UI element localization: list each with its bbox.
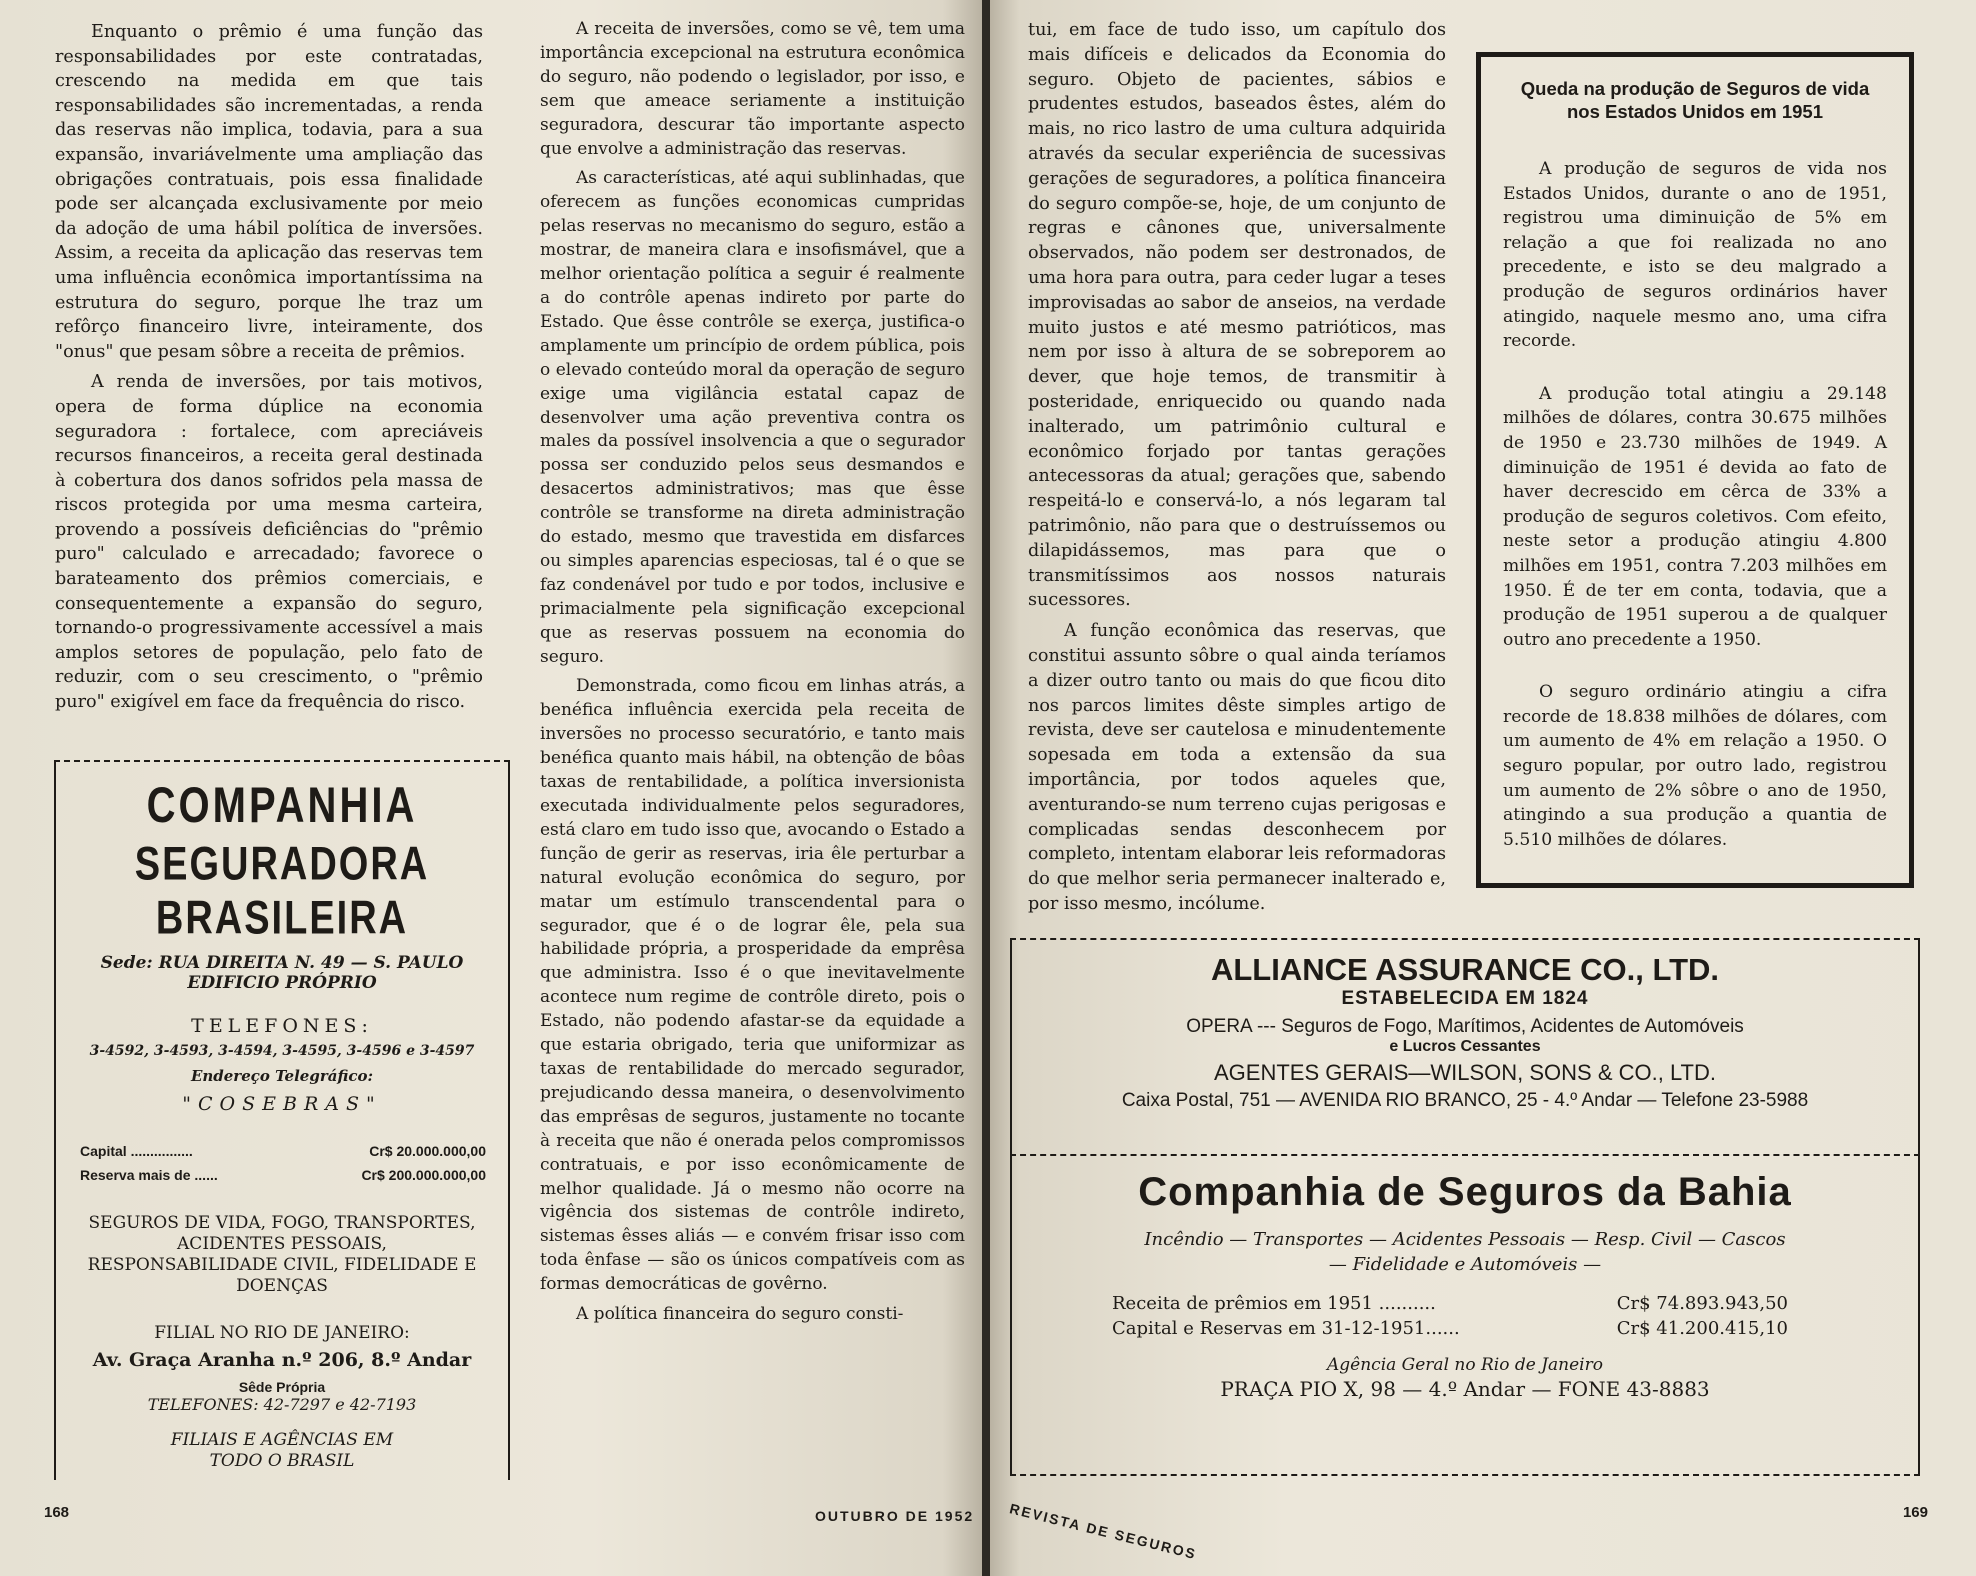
page-number-left: 168 [44,1504,70,1521]
ad-sede-propria: Sêde Própria [238,1379,326,1395]
paragraph: A receita de inversões, como se vê, tem uma importância excepcional na estrutura econômica do seguro, não podendo o legislador, por isso, e sem que ameace seriamente a instituição seguradora, descurar tão importante aspecto que envolve a administração das reservas. [540,19,965,159]
footer-date: OUTUBRO DE 1952 [815,1508,975,1524]
bahia-lines1: Incêndio — Transportes — Acidentes Pessoais — Resp. Civil — Cascos [1144,1229,1786,1250]
alliance-lucros: e Lucros Cessantes [1389,1038,1541,1055]
ad-companhia-seguradora-brasileira [54,760,510,1480]
news-box-body [1503,157,1887,852]
ad-capital-label: Capital ................ [80,1143,193,1159]
paragraph: Enquanto o prêmio é uma função das responsabilidades por este contratadas, crescendo na medida em que tais responsabilidades são incrementadas, a renda das reservas não implica, todavia, para a sua expansão, invariávelmente uma ampliação das obrigações contratuais, pois essa finalidade pode ser alcançada exclusivamente por meio da adoção de uma hábil política de inversões. Assim, a receita da aplicação das reservas tem uma influência econômica importantíssima na estrutura do seguro, porque lhe traz um refôrço financeiro livre, inteiramente, dos "onus" que pesam sôbre a receita de prêmios. [55,22,483,362]
ad-title-seguradora: SEGURADORA BRASILEIRA [134,838,430,945]
ad-seguros: SEGUROS DE VIDA, FOGO, TRANSPORTES, ACIDENTES PESSOAIS, RESPONSABILIDADE CIVIL, FIDELIDADE E DOENÇAS [87,1213,477,1296]
paragraph: O seguro ordinário atingiu a cifra recorde de 18.838 milhões de dólares, com um aumento de 4% em relação a 1950. O seguro popular, por outro lado, registrou um aumento de 2% sôbre o ano de 1950, atingindo a sua produção a quantia de 5.510 milhões de dólares. [1503,682,1887,850]
paragraph: A política financeira do seguro consti- [576,1304,904,1325]
alliance-opera: OPERA --- Seguros de Fogo, Marítimos, Acidentes de Automóveis [1186,1016,1744,1037]
ad-telefones: 3-4592, 3-4593, 3-4594, 3-4595, 3-4596 e 3-4597 [89,1043,475,1059]
news-box [1476,52,1914,888]
bahia-capital-value: Cr$ 41.200.415,10 [1616,1318,1788,1339]
ad-filial-telefones: TELEFONES: 42-7297 e 42-7193 [147,1395,417,1414]
news-box-title: Queda na produção de Seguros de vida nos Estados Unidos em 1951 [1520,78,1870,122]
ad-filial-address: Av. Graça Aranha n.º 206, 8.º Andar [92,1349,472,1371]
ad-endereco-label: Endereço Telegráfico: [190,1067,374,1085]
footer-magazine: REVISTA DE SEGUROS [1008,1500,1199,1563]
alliance-established: ESTABELECIDA EM 1824 [1341,988,1589,1009]
ad-sede: Sede: RUA DIREITA N. 49 — S. PAULO [100,953,464,973]
ad-reserva-value: Cr$ 200.000.000,00 [361,1167,486,1183]
bahia-capital-label: Capital e Reservas em 31-12-1951...... [1112,1318,1460,1339]
left-column-1 [55,20,483,715]
ad-title-companhia: COMPANHIA [146,778,418,834]
bahia-receita-label: Receita de prêmios em 1951 .......... [1112,1293,1436,1314]
bahia-receita-row [1112,1293,1788,1314]
paragraph: A produção de seguros de vida nos Estados Unidos, durante o ano de 1951, registrou uma diminuição de 5% em relação a que foi realizada no ano precedente, e isto se deu malgrado a produção de seguros ordinários haver atingido, naquele mesmo ano, uma cifra recorde. [1503,159,1887,352]
paragraph: tui, em face de tudo isso, um capítulo dos mais difíceis e delicados da Economia do seguro. Objeto de pacientes, sábios e prudentes estudos, baseados êstes, além do mais, no rico lastro de uma cultura adquirida através da secular experiência de sucessivas gerações de seguradores, a política financeira do seguro compõe-se, hoje, de um conjunto de regras e cânones que, universalmente observados, não podem ser destronados, de uma hora para outra, para ceder lugar a teses improvisadas ao sabor de anseios, na verdade muito justos e até mesmo patrióticos, mas nem por isso à altura de se sobreporem ao dever, que hoje temos, de transmitir à posteridade, enriquecido ou quando nada inalterado, um patrimônio cultural e econômico forjado por tantas gerações antecessoras da atual; gerações que, sabendo respeitá-lo e conservá-lo, a nós legaram tal patrimônio, não para que o destruíssemos ou dilapidássemos, mas para que o transmitíssimos aos nossos naturais sucessores. [1028,20,1446,611]
ad-capital-row [80,1143,486,1159]
bahia-capital-row [1112,1318,1788,1339]
ad-reserva-label: Reserva mais de ...... [80,1167,218,1183]
right-column-1 [1028,18,1446,917]
paragraph: As características, até aqui sublinhadas, que oferecem as funções economicas cumpridas pelas reservas no mecanismo do seguro, estão a mostrar, de maneira clara e insofismável, que a melhor orientação política a seguir é realmente a do contrôle apenas indireto por parte do Estado. Que êsse contrôle se exerça, justifica-o amplamente um princípio de ordem pública, pois o elevado conteúdo moral da operação de seguro exige uma vigilância estatal capaz de desenvolver uma ação preventiva contra os males da possível insolvencia a que o segurador possa ser conduzido pelos seus desmandos e desacertos administrativos; mas que êsse contrôle se transforme na direta administração do estado, mesmo que travestida em disfarces ou simples aparencias especiosas, tal é o que se faz condenável por tudo e por todos, inclusive e primacialmente pela significação excepcional que as reservas possuem na economia do seguro. [540,168,965,667]
alliance-name: ALLIANCE ASSURANCE CO., LTD. [1210,952,1720,987]
paragraph: Demonstrada, como ficou em linhas atrás, a benéfica influência exercida pela receita de inversões no processo securatório, e tanto mais benéfica quanto mais hábil, na obtenção de bôas taxas de rentabilidade, a política inversionista executada individualmente pelos seguradores, está claro em tudo isso que, avocando o Estado a função de gerir as reservas, iria êle perturbar a natural evolução econômica do seguro, por matar um estímulo transcendental para o segurador, que é o de lograr êle, pela sua habilidade própria, a prosperidade da emprêsa que administra. Isso é o que inevitavelmente acontece num regime de contrôle direto, pois o Estado, não podendo afastar-se da equidade a que estaria obrigado, teria que uniformizar as taxas de rentabilidade do mercado segurador, prejudicando dessa maneira, o desenvolvimento das emprêsas de seguros, justamente no tocante à receita que não é onerada pelos compromissos contratuais, e por isso econômicamente de melhor qualidade. Já o mesmo não ocorre na vigência dos sistemas de contrôle indireto, sistemas êsses aliás — e convém frisar isso com toda ênfase — são os únicos compatíveis com as formas democráticas de govêrno. [540,676,965,1295]
ad-companhia-seguros-bahia [1010,1156,1920,1476]
bahia-agencia: Agência Geral no Rio de Janeiro [1327,1355,1603,1375]
paragraph: A função econômica das reservas, que constitui assunto sôbre o qual ainda teríamos a dizer outro tanto ou mais do que ficou dito nos parcos limites dêste simples artigo de revista, deve ser cautelosa e minudentemente sopesada em toda a extensão da sua importância, por todos aqueles que, aventurando-se num terreno cujas perigosas e complicadas sendas desconhecem por completo, intentam elaborar leis reformadoras do que melhor seria permanecer inalterado e, por isso mesmo, incólume. [1028,621,1446,914]
alliance-agentes: AGENTES GERAIS—WILSON, SONS & CO., LTD. [1213,1060,1716,1085]
left-page [0,0,982,1576]
bahia-name: Companhia de Seguros da Bahia [1138,1170,1792,1214]
ad-alliance-assurance [1010,938,1920,1156]
right-page [990,0,1976,1576]
bahia-receita-value: Cr$ 74.893.943,50 [1616,1293,1788,1314]
ad-reserva-row [80,1167,486,1183]
paragraph: A produção total atingiu a 29.148 milhões de dólares, contra 30.675 milhões de 1950 e 23.730 milhões de 1949. A diminuição de 1951 é devida ao fato de haver decrescido em cêrca de 33% a produção de seguros coletivos. Com efeito, neste setor a produção atingiu 4.800 milhões em 1951, contra 7.203 milhões em 1950. É de ter em conta, todavia, que a produção de 1951 superou a de qualquer outro ano precedente a 1950. [1503,383,1887,650]
alliance-address: Caixa Postal, 751 — AVENIDA RIO BRANCO, 25 - 4.º Andar — Telefone 23-5988 [1121,1090,1809,1111]
left-column-2 [540,18,965,1327]
bahia-lines2: — Fidelidade e Automóveis — [1328,1254,1602,1275]
ad-filial: FILIAL NO RIO DE JANEIRO: [154,1323,410,1343]
ad-capital-value: Cr$ 20.000.000,00 [369,1143,486,1159]
ad-edificio: EDIFICIO PRÓPRIO [187,973,377,993]
ad-filiais: FILIAIS E AGÊNCIAS EM TODO O BRASIL [170,1430,394,1471]
ad-telegrafico: "COSEBRAS" [182,1093,382,1115]
paragraph: A renda de inversões, por tais motivos, opera de forma dúplice na economia seguradora : fortalece, com apreciáveis recursos financeiros, a receita geral destinada à cobertura dos danos sofridos pela massa de riscos protegida por uma mesma carteira, provendo a possíveis deficiências do "prêmio puro" calculado e arrecadado; favorece o barateamento dos prêmios comerciais, e consequentemente a expansão do seguro, tornando-o progressivamente accessível a mais amplos setores de população, pelo fato de reduzir, com o seu crescimento, o "prêmio puro" exigível em face da frequência do risco. [55,372,483,713]
page-number-right: 169 [1902,1504,1928,1521]
ad-telefones-label: TELEFONES: [191,1015,373,1037]
bahia-praca: PRAÇA PIO X, 98 — 4.º Andar — FONE 43-8883 [1220,1377,1710,1401]
